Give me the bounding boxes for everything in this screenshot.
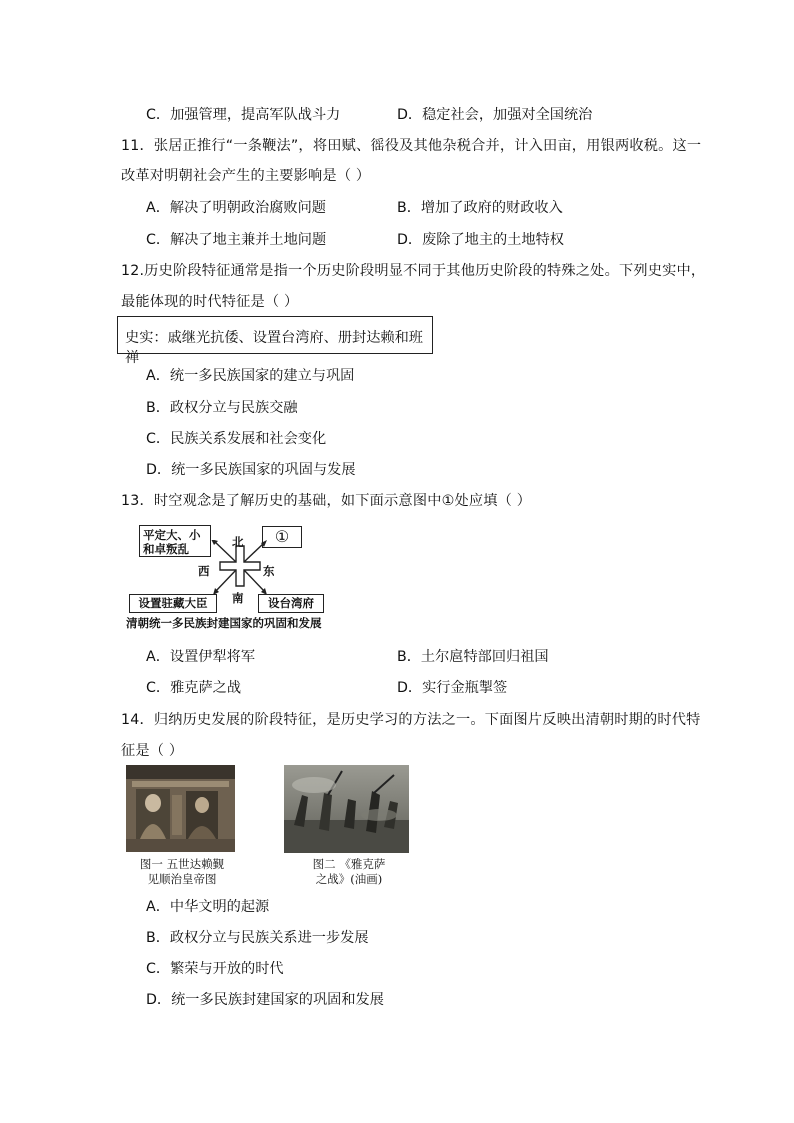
figure2-caption-line2: 之战》(油画) — [315, 872, 383, 886]
q14-option-c: C．繁荣与开放的时代 — [146, 961, 284, 977]
q12-stem-line1: 12.历史阶段特征通常是指一个历史阶段明显不同于其他历史阶段的特殊之处。下列史实中， — [121, 263, 706, 279]
q10-option-c: C．加强管理，提高军队战斗力 — [146, 107, 341, 123]
q11-stem-line1: 11．张居正推行“一条鞭法”，将田赋、徭役及其他杂税合并，计入田亩，用银两收税。这一 — [121, 138, 702, 154]
figure1-caption — [128, 857, 236, 887]
figure2-painting — [284, 765, 409, 853]
diagram-box-top-right: ① — [262, 526, 302, 548]
direction-west: 西 — [198, 564, 210, 578]
figure1-caption-line2: 见顺治皇帝图 — [147, 872, 217, 886]
q13-option-c: C．雅克萨之战 — [146, 680, 242, 696]
q13-option-b: B．土尔扈特部回归祖国 — [397, 649, 549, 665]
q14-option-d: D．统一多民族封建国家的巩固和发展 — [146, 992, 384, 1008]
figure2-caption — [290, 857, 408, 887]
q12-option-c: C．民族关系发展和社会变化 — [146, 431, 327, 447]
q14-option-b: B．政权分立与民族关系进一步发展 — [146, 930, 369, 946]
diagram-caption: 清朝统一多民族封建国家的巩固和发展 — [126, 616, 322, 630]
q12-option-b: B．政权分立与民族交融 — [146, 400, 298, 416]
q14-stem-line1: 14．归纳历史发展的阶段特征，是历史学习的方法之一。下面图片反映出清朝时期的时代特 — [121, 712, 701, 728]
q13-stem: 13．时空观念是了解历史的基础，如下面示意图中①处应填（ ） — [121, 493, 532, 509]
q12-option-d: D．统一多民族国家的巩固与发展 — [146, 462, 356, 478]
direction-south: 南 — [232, 591, 244, 605]
q14-option-a: A．中华文明的起源 — [146, 899, 270, 915]
direction-east: 东 — [263, 564, 275, 578]
q11-option-c: C．解决了地主兼并土地问题 — [146, 232, 327, 248]
q10-option-d: D．稳定社会，加强对全国统治 — [397, 107, 593, 123]
figure1-painting — [126, 765, 235, 852]
diagram-box-top-left: 平定大、小 和卓叛乱 — [139, 525, 211, 557]
diagram-box-bottom-right: 设台湾府 — [258, 594, 324, 613]
q12-stem-line2: 最能体现的时代特征是（ ） — [121, 294, 299, 310]
figure1-painting-image — [126, 765, 235, 852]
q14-stem-line2: 征是（ ） — [121, 743, 184, 759]
figure1-caption-line1: 图一 五世达赖觐 — [139, 857, 225, 871]
q12-option-a: A．统一多民族国家的建立与巩固 — [146, 368, 355, 384]
q11-stem-line2: 改革对明朝社会产生的主要影响是（ ） — [121, 168, 371, 184]
q11-option-d: D．废除了地主的土地特权 — [397, 232, 564, 248]
direction-north: 北 — [232, 535, 244, 549]
figure2-caption-line1: 图二 《雅克萨 — [312, 857, 386, 871]
q13-option-a: A．设置伊犁将军 — [146, 649, 256, 665]
q13-option-d: D．实行金瓶掣签 — [397, 680, 508, 696]
figure2-painting-image — [284, 765, 409, 853]
q11-option-b: B．增加了政府的财政收入 — [397, 200, 563, 216]
q12-fact-text: 史实：戚继光抗倭、设置台湾府、册封达赖和班禅 — [125, 330, 423, 366]
q11-option-a: A．解决了明朝政治腐败问题 — [146, 200, 326, 216]
q12-fact-box — [117, 316, 433, 366]
diagram-box-bottom-left: 设置驻藏大臣 — [129, 594, 217, 613]
